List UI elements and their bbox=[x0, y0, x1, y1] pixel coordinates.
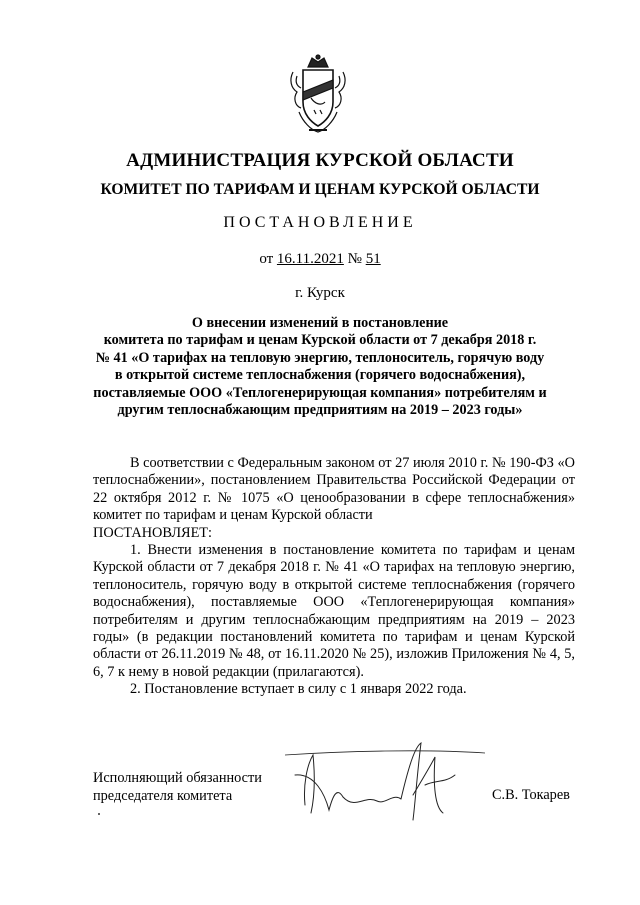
organization-title: АДМИНИСТРАЦИЯ КУРСКОЙ ОБЛАСТИ bbox=[126, 150, 514, 171]
document-type: ПОСТАНОВЛЕНИЕ bbox=[223, 214, 417, 231]
signatory-name: С.В. Токарев bbox=[492, 787, 570, 803]
title-line: № 41 «О тарифах на тепловую энергию, теплоноситель, горячую воду bbox=[95, 349, 545, 366]
title-line: О внесении изменений в постановление bbox=[191, 315, 449, 331]
handwritten-signature bbox=[285, 735, 485, 825]
title-line: поставляемые ООО «Теплогенерирующая компания» потребителям и bbox=[93, 384, 547, 401]
document-title bbox=[0, 315, 640, 419]
title-line: в открытой системе теплоснабжения (горячего водоснабжения), bbox=[114, 367, 526, 384]
coat-of-arms-icon bbox=[287, 52, 349, 136]
item-2-paragraph: 2. Постановление вступает в силу с 1 января 2022 года. bbox=[130, 681, 467, 698]
title-line: комитета по тарифам и ценам Курской области от 7 декабря 2018 г. bbox=[103, 332, 537, 349]
resolves-heading: ПОСТАНОВЛЯЕТ: bbox=[93, 524, 213, 541]
preamble-paragraph: В соответствии с Федеральным законом от 27 июля 2010 г. № 190-ФЗ «О теплоснабжении», постановлением Правительства Российской Федерации от 22 октября 2012 г. № 1075 «О ценообразовании в сфере теплоснабжения» комитет по тарифам и ценам Курской области bbox=[93, 455, 575, 524]
date-prefix: от bbox=[259, 251, 274, 267]
committee-title: КОМИТЕТ ПО ТАРИФАМ И ЦЕНАМ КУРСКОЙ ОБЛАСТИ bbox=[100, 181, 540, 198]
number-prefix: № bbox=[347, 251, 362, 267]
position-line: председателя комитета bbox=[93, 788, 233, 804]
signatory-position bbox=[93, 769, 262, 805]
scan-speck bbox=[98, 813, 100, 815]
position-line: Исполняющий обязанности bbox=[93, 770, 262, 786]
document-body bbox=[93, 455, 575, 699]
item-1-paragraph: 1. Внести изменения в постановление комитета по тарифам и ценам Курской области от 7 декабря 2018 г. № 41 «О тарифах на тепловую энергию, теплоноситель, горячую воду в открытой системе теплоснабжения (горячего водоснабжения), поставляемые ООО «Теплогенерирующая компания» потребителям и другим теплоснабжающим предприятиям на 2019 – 2023 годы» (в редакции постановлений комитета по тарифам и ценам Курской области от 26.11.2019 № 48, от 16.11.2020 № 25), изложив Приложения № 4, 5, 6, 7 к нему в новой редакции (прилагаются). bbox=[93, 542, 575, 680]
title-line: другим теплоснабжающим предприятиям на 2019 – 2023 годы» bbox=[117, 402, 523, 419]
city: г. Курск bbox=[295, 285, 345, 301]
document-date: 16.11.2021 bbox=[276, 251, 344, 267]
document-date-line bbox=[0, 251, 640, 268]
document-number: 51 bbox=[365, 251, 381, 267]
